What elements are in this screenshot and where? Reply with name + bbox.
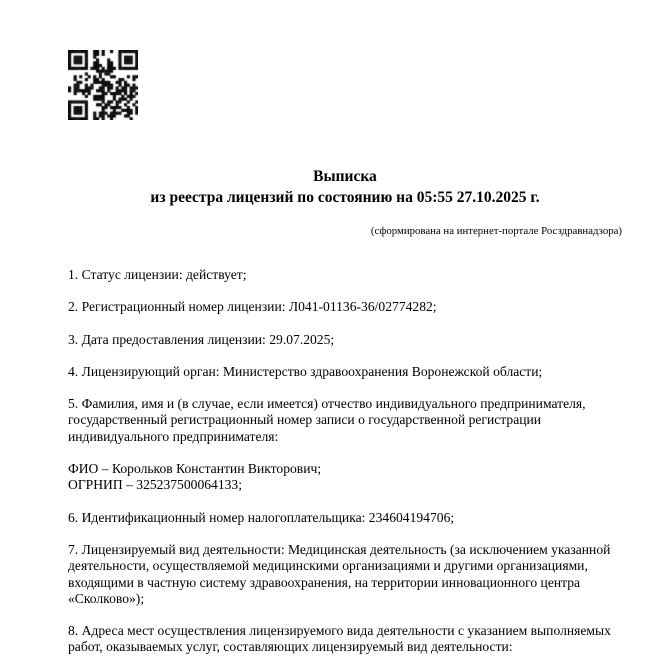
title-line-1: Выписка [313, 168, 377, 185]
paragraph-entrepreneur-info: 5. Фамилия, имя и (в случае, если имеется) отчество индивидуального предпринимателя, государственный регистрационный номер записи о государственной регистрации индивидуального предпринимателя: [68, 396, 586, 444]
ogrnip-line: ОГРНИП – 325237500064133; [68, 477, 243, 493]
paragraph-list [68, 267, 622, 656]
qr-code-icon [68, 50, 138, 120]
document-body [68, 166, 622, 656]
paragraph-activity-type: 7. Лицензируемый вид деятельности: Медицинская деятельность (за исключением указанной деятельности, осуществляемой медицинскими организациями и другими организациями, входящими в частную систему здравоохранения, на территории инновационного центра «Сколково»); [68, 541, 611, 606]
paragraph-addresses: 8. Адреса мест осуществления лицензируемого вида деятельности с указанием выполняемых работ, оказываемых услуг, составляющих лицензируемый вид деятельности: [68, 623, 611, 655]
paragraph-license-status: 1. Статус лицензии: действует; [68, 267, 247, 282]
paragraph-registration-number: 2. Регистрационный номер лицензии: Л041-01136-36/02774282; [68, 299, 437, 315]
paragraph-licensing-authority: 4. Лицензирующий орган: Министерство здравоохранения Воронежской области; [68, 363, 543, 379]
title-line-2: из реестра лицензий по состоянию на 05:55 27.10.2025 г. [150, 189, 540, 206]
document-title [68, 166, 622, 208]
paragraph-fio-ogrnip [68, 461, 622, 494]
paragraph-inn: 6. Идентификационный номер налогоплательщика: 234604194706; [68, 509, 455, 525]
fio-line: ФИО – Корольков Константин Викторович; [68, 461, 322, 477]
formation-note: (сформирована на интернет-портале Росздравнадзора) [370, 225, 622, 237]
paragraph-grant-date: 3. Дата предоставления лицензии: 29.07.2025; [68, 331, 335, 347]
